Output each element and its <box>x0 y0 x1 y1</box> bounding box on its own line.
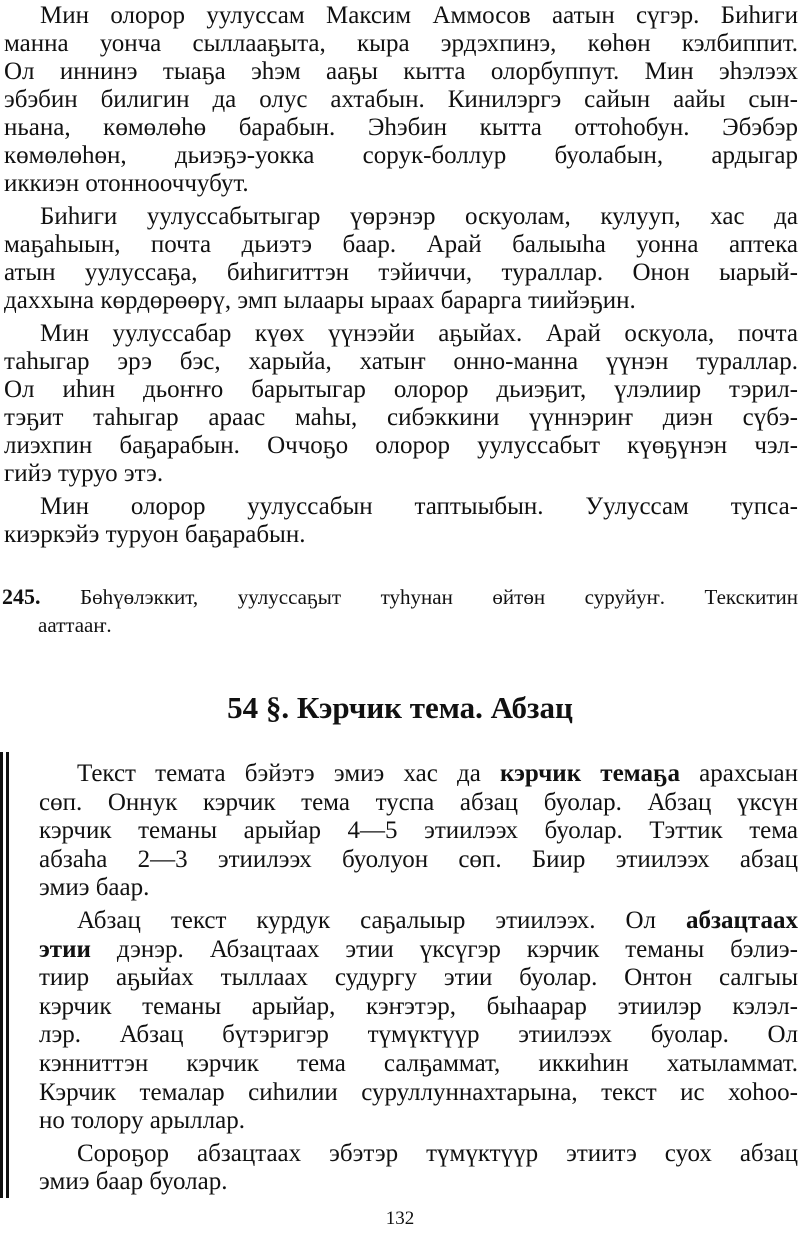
text-line <box>39 936 798 965</box>
reading-text <box>4 2 798 554</box>
text-segment: Абзац текст курдук саҕалыыр этиилээх. Ол <box>77 906 686 934</box>
rule-paragraph <box>39 1140 798 1197</box>
text-line: киэркэйэ туруон баҕарабын. <box>4 521 306 548</box>
text-line: иккиэн отоннооччубут. <box>4 170 249 197</box>
text-line <box>39 964 798 993</box>
text-line: Мин олорор уулуссам Максим Аммосов аатын сүгэр. Биһиги <box>40 2 798 29</box>
text-line <box>39 993 798 1022</box>
bold-term: кэрчик темаҕа <box>500 760 680 787</box>
text-segment: сөп. Оннук кэрчик тема туспа абзац буолар. Абзац үксүн <box>39 788 798 816</box>
text-segment: кэнниттэн кэрчик тема салҕаммат, иккиһин хатыламмат. <box>39 1049 798 1077</box>
text-line: ньана, көмөлөһө барабын. Эһэбин кытта оттоһобун. Эбэбэр <box>4 114 798 141</box>
text-line: атын уулуссаҕа, биһигиттэн тэйиччи, тураллар. Онон ыарый- <box>4 259 798 286</box>
text-segment: Кэрчик темалар сиһилии суруллуннахтарына, текст ис хоһоо- <box>39 1078 798 1106</box>
paragraph <box>4 493 798 549</box>
text-segment: Сороҕор абзацтаах эбэтэр түмүктүүр этиитэ суох абзац <box>77 1139 798 1167</box>
text-line <box>39 907 798 936</box>
bold-term: этии <box>39 935 91 963</box>
text-segment: дэнэр. Абзацтаах этии үксүгэр кэрчик теманы бэлиэ- <box>90 935 798 963</box>
text-line <box>39 817 798 846</box>
text-line <box>39 1021 798 1050</box>
page-number: 132 <box>385 1208 415 1229</box>
text-line: Ол иһин дьоҥҥо барытыгар олорор дьиэҕит, үлэлиир тэрил- <box>4 376 798 403</box>
rule-box <box>0 752 798 1198</box>
text-line: тэҕит таһыгар араас маһы, сибэккини үүннэриҥ диэн сүбэ- <box>4 404 798 431</box>
text-line: көмөлөһөн, дьиэҕэ-уокка сорук-боллур буолабын, ардыгар <box>4 142 798 169</box>
text-line <box>39 846 798 875</box>
text-line <box>39 1050 798 1079</box>
text-segment: Текст темата бэйэтэ эмиэ хас да <box>77 760 501 787</box>
text-line <box>39 1079 798 1108</box>
rule-text <box>39 760 798 1201</box>
rule-paragraph <box>39 907 798 1136</box>
text-segment: но толору арыллар. <box>39 1107 245 1135</box>
text-segment: эмиэ баар. <box>39 874 150 902</box>
exercise-text-continued: ааттааҥ. <box>38 613 112 637</box>
text-line <box>39 1107 798 1136</box>
text-line: Ол иннинэ тыаҕа эһэм ааҕы кытта олорбуппут. Мин эһэлээх <box>4 58 798 85</box>
text-line: эбэбин билигин да олус ахтабын. Кинилэргэ сайын аайы сын- <box>4 86 798 113</box>
bold-term: абзацтаах <box>685 906 798 934</box>
text-line: маҕаһыын, почта дьиэтэ баар. Арай балыыһа уонна аптека <box>4 231 798 258</box>
text-line <box>39 874 798 903</box>
text-line: лиэхпин баҕарабын. Оччоҕо олорор уулуссабыт күөҕүнэн чэл- <box>4 432 798 459</box>
text-line <box>39 760 798 789</box>
text-line: Биһиги уулуссабытыгар үөрэнэр оскуолам, кулууп, хас да <box>40 203 798 230</box>
section-heading: 54 §. Кэрчик тема. Абзац <box>227 690 573 725</box>
text-segment: арахсыан <box>679 760 799 787</box>
text-segment: кэрчик теманы арыйар, кэҥэтэр, быһаарар этиилэр кэлэл- <box>39 992 798 1020</box>
text-line <box>39 789 798 818</box>
exercise-number: 245. <box>2 584 41 609</box>
paragraph <box>4 203 798 315</box>
exercise-245 <box>2 583 798 639</box>
text-segment: эмиэ баар буолар. <box>39 1168 228 1196</box>
paragraph <box>4 2 798 198</box>
text-segment: лэр. Абзац бүтэригэр түмүктүүр этиилээх буолар. Ол <box>39 1021 798 1049</box>
text-line: Мин олорор уулуссабын таптыыбын. Уулуссам тупса- <box>40 493 798 520</box>
text-segment: абзаһа 2—3 этиилээх буолуон сөп. Биир этиилээх абзац <box>39 845 798 873</box>
text-line: Мин уулуссабар күөх үүнээйи аҕыйах. Арай оскуола, почта <box>40 320 798 347</box>
paragraph <box>4 320 798 488</box>
rule-paragraph <box>39 760 798 903</box>
text-line: даххына көрдөрөөрү, эмп ылаары ыраах барарга тиийэҕин. <box>4 287 636 314</box>
text-line <box>39 1168 798 1197</box>
text-line <box>39 1140 798 1169</box>
text-line: манна уонча сыллааҕыта, кыра эрдэхпинэ, көһөн кэлбиппит. <box>4 30 798 57</box>
text-segment: кэрчик теманы арыйар 4—5 этиилээх буолар. Тэттик тема <box>39 817 798 845</box>
text-segment: тиир аҕыйах тыллаах судургу этии буолар. Онтон салгыы <box>39 964 798 992</box>
text-line: таһыгар эрэ бэс, харыйа, хатыҥ онно-манна үүнэн тураллар. <box>4 348 798 375</box>
text-line: гийэ туруо этэ. <box>4 460 164 487</box>
exercise-text: Бөһүөлэккит, уулуссаҕыт туһунан өйтөн суруйуҥ. Текскитин <box>80 585 799 609</box>
